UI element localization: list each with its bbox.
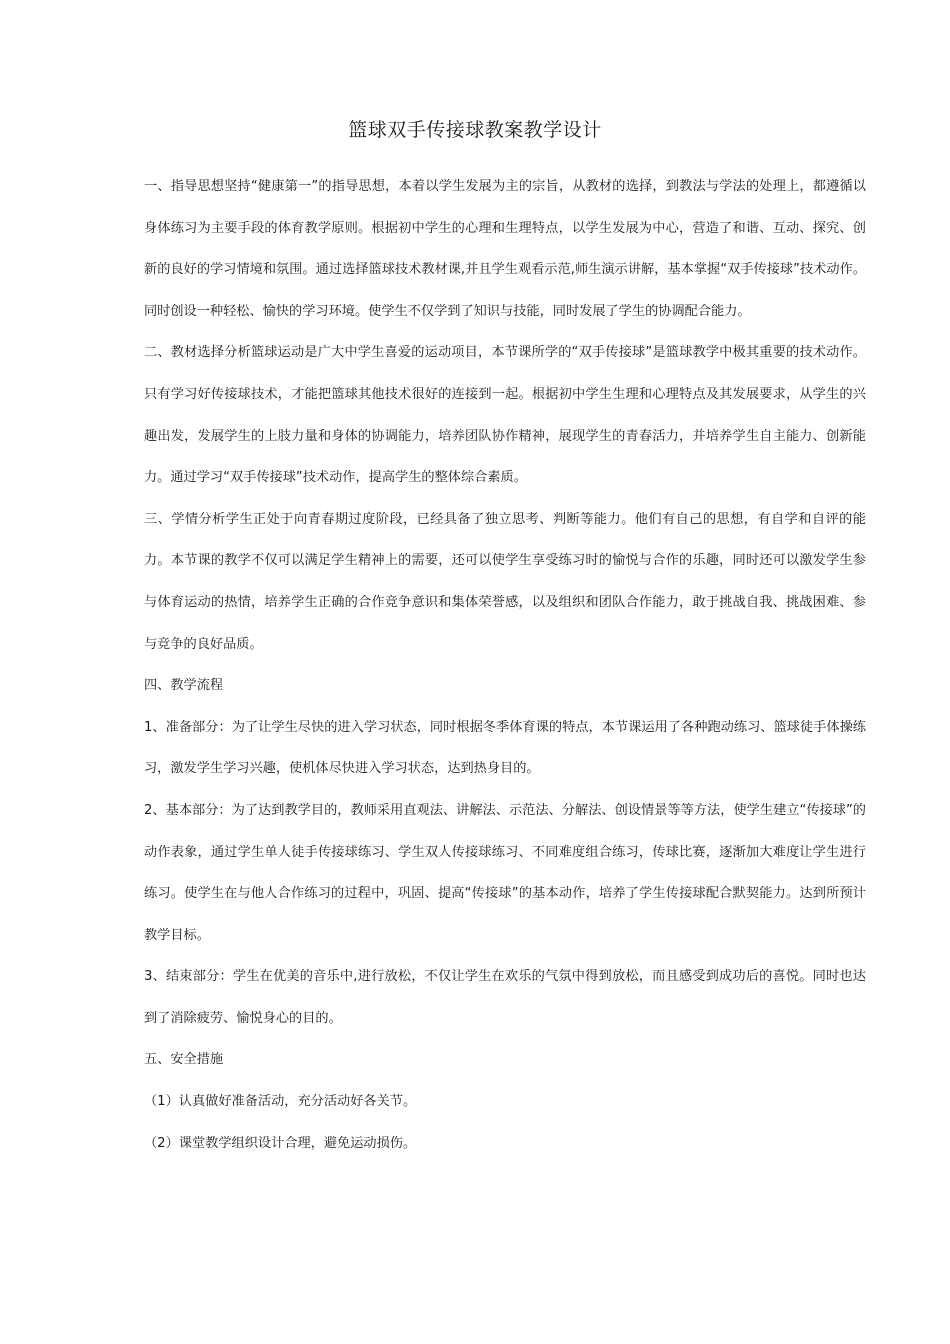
- section-learner-analysis: 三、学情分析学生正处于向青春期过度阶段，已经具备了独立思考、判断等能力。他们有自己的思想，有自学和自评的能力。本节课的教学不仅可以满足学生精神上的需要，还可以使学生享受练习时的愉悦与合作的乐趣，同时还可以激发学生参与体育运动的热情，培养学生正确的合作竞争意识和集体荣誉感，以及组织和团队合作能力，敢于挑战自我、挑战困难、参与竞争的良好品质。: [144, 511, 866, 652]
- section-teaching-process-heading: 四、教学流程: [144, 678, 224, 694]
- teaching-step-basic: 2、基本部分：为了达到教学目的，教师采用直观法、讲解法、示范法、分解法、创设情景等等方法，使学生建立“传接球”的动作表象，通过学生单人徒手传接球练习、学生双人传接球练习、不同难度组合练习，传球比赛，逐渐加大难度让学生进行练习。使学生在与他人合作练习的过程中，巩固、提高“传接球”的基本动作，培养了学生传接球配合默契能力。达到所预计教学目标。: [144, 802, 866, 943]
- document-title: 篮球双手传接球教案教学设计: [348, 119, 602, 141]
- teaching-step-closing: 3、结束部分：学生在优美的音乐中,进行放松，不仅让学生在欢乐的气氛中得到放松，而且感受到成功后的喜悦。同时也达到了消除疲劳、愉悦身心的目的。: [144, 969, 866, 1026]
- section-guiding-ideology: 一、指导思想坚持“健康第一”的指导思想，本着以学生发展为主的宗旨，从教材的选择，到教法与学法的处理上，都遵循以身体练习为主要手段的体育教学原则。根据初中学生的心理和生理特点，以学生发展为中心，营造了和谐、互动、探究、创新的良好的学习情境和氛围。通过选择篮球技术教材课,并且学生观看示范,师生演示讲解，基本掌握“双手传接球”技术动作。同时创设一种轻松、愉快的学习环境。使学生不仅学到了知识与技能，同时发展了学生的协调配合能力。: [144, 179, 866, 319]
- safety-item-2: （2）课堂教学组织设计合理，避免运动损伤。: [144, 1135, 417, 1151]
- section-safety-heading: 五、安全措施: [144, 1052, 224, 1068]
- safety-item-1: （1）认真做好准备活动，充分活动好各关节。: [144, 1094, 417, 1110]
- document-body: [144, 166, 866, 1164]
- section-material-analysis: 二、教材选择分析篮球运动是广大中学生喜爱的运动项目，本节课所学的“双手传接球”是篮球教学中极其重要的技术动作。只有学习好传接球技术，才能把篮球其他技术很好的连接到一起。根据初中学生生理和心理特点及其发展要求，从学生的兴趣出发，发展学生的上肢力量和身体的协调能力，培养团队协作精神，展现学生的青春活力，并培养学生自主能力、创新能力。通过学习“双手传接球”技术动作，提高学生的整体综合素质。: [144, 345, 866, 486]
- teaching-step-warmup: 1、准备部分：为了让学生尽快的进入学习状态，同时根据冬季体育课的特点，本节课运用了各种跑动练习、篮球徒手体操练习，激发学生学习兴趣，使机体尽快进入学习状态，达到热身目的。: [144, 719, 866, 777]
